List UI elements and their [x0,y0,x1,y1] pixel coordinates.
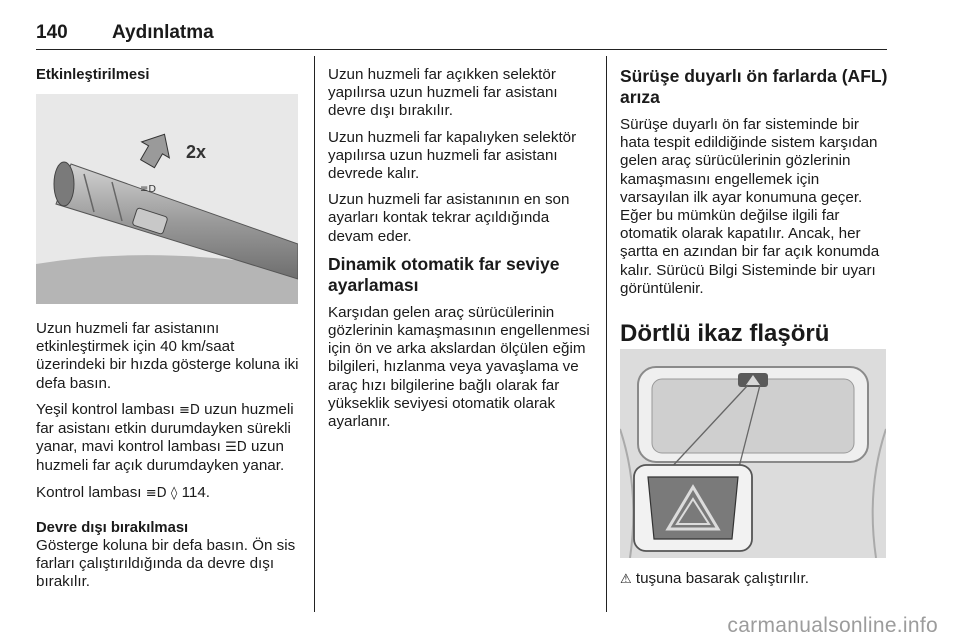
lamps-text-c: uzun huzmeli far açık durumdayken yanar. [36,438,285,475]
column-divider-2 [606,56,607,612]
hazard-icon: ⚠ [620,572,632,587]
chapter-title: Aydınlatma [112,22,214,43]
lamps-text-b: uzun huzmeli far asistanı etkin durumdayken sürekli yanar, mavi kontrol lambası [36,400,294,456]
subheading-activation: Etkinleştirilmesi [36,67,150,83]
header-rule [36,49,887,50]
paragraph-selector-on: Uzun huzmeli far açıkken selektör yapılırsa uzun huzmeli far asistanı devre dışı bırakılır. [328,66,558,120]
watermark: carmanualsonline.info [727,614,938,637]
paragraph-selector-off: Uzun huzmeli far kapalıyken selektör yapılırsa uzun huzmeli far asistanı devrede kalır. [328,128,577,183]
column-3 [620,66,888,348]
reference-page[interactable]: 114. [181,483,211,501]
column-1-body [36,320,302,600]
assist-lamp-icon: ≡D [145,485,167,501]
lamps-text-a: Yeşil kontrol lambası [36,400,175,418]
page-header [36,22,214,44]
heading-dynamic-leveling: Dinamik otomatik far seviye ayarlaması [328,253,560,295]
hazard-caption [620,570,888,589]
paragraph-afl-fault: Sürüşe duyarlı ön far sisteminde bir hata tespit edildiğinde sistem karşıdan gelen araç sürücülerinin gözlerinin kamaşmasını engellemek için varsayılan ilk ayar konumuna geçer. Eğer bu mümkün değilse ilgili far otomatik olarak kapatılır. Ancak, her şartta en azından bir far açık konumda kalır. Sürücü Bilgi Sisteminde bir uyarı görüntülenir. [620,116,880,297]
subheading-deactivation: Devre dışı bırakılması [36,519,189,536]
turn-signal-stalk-illustration [36,94,298,304]
high-beam-icon: ☰D [225,440,247,456]
press-twice-label: 2x [186,142,207,162]
column-1 [36,66,302,84]
svg-text:≡D: ≡D [140,184,157,195]
hazard-switch-illustration [620,349,886,558]
paragraph-last-settings: Uzun huzmeli far asistanının en son ayarları kontak tekrar açıldığında devam eder. [328,191,570,245]
stalk-figure [36,94,298,304]
reference-text: Kontrol lambası [36,483,142,501]
hazard-caption-text: tuşuna basarak çalıştırılır. [635,570,809,587]
assist-lamp-icon: ≡D [178,402,200,418]
paragraph-reference [36,484,302,503]
page-reference-icon: ◊ [170,485,178,501]
column-divider-1 [314,56,315,612]
heading-afl-fault: Sürüşe duyarlı ön farlarda (AFL) arıza [620,66,888,107]
hazard-figure [620,349,886,558]
heading-hazard-flasher: Dörtlü ikaz flaşörü [620,320,830,348]
paragraph-activate: Uzun huzmeli far asistanını etkinleştirmek için 40 km/saat üzerindeki bir hızda gösterge koluna iki defa basın. [36,320,299,392]
paragraph-deactivate: Gösterge koluna bir defa basın. Ön sis farları çalıştırıldığında da devre dışı bırakılır. [36,537,296,591]
paragraph-dynamic-leveling: Karşıdan gelen araç sürücülerinin gözlerinin kamaşmasının engellenmesi için ön ve arka akslardan ölçülen eğim bilgileri, hızlanma veya yavaşlama ve araç hızı bilgilerine bağlı olarak far yükseklik seviyesi otomatik olarak ayarlanır. [328,303,590,431]
paragraph-lamps [36,401,302,476]
page-number: 140 [36,22,68,43]
column-2 [328,66,596,439]
